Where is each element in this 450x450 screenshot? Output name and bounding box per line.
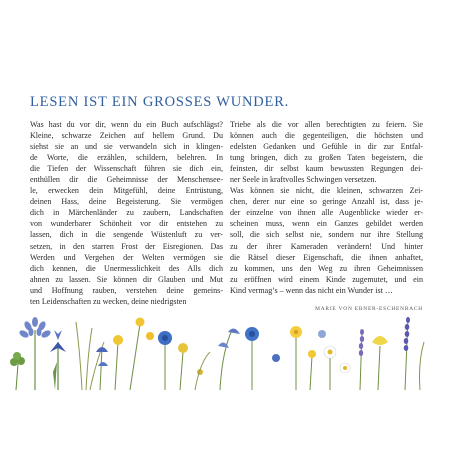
text-line: chen, derer nur eine so geringe Anzahl ist, dass je- bbox=[230, 197, 423, 207]
text-line: Was hast du vor dir, wenn du ein Buch aufschlägst? bbox=[30, 120, 223, 129]
text-line: dich in Märchenländer zu zaubern, Landschaften bbox=[30, 208, 223, 218]
flower-illustration bbox=[0, 312, 450, 392]
text-line: Kind vermag’s – wenn das nicht ein Wunder ist … bbox=[230, 285, 393, 295]
grass-icon bbox=[76, 322, 104, 390]
lavender-icon bbox=[359, 329, 364, 390]
agapanthus-icon bbox=[18, 317, 52, 390]
yellow-flower-icon bbox=[372, 336, 388, 390]
text-column-right bbox=[230, 119, 423, 296]
text-line: ner Seele in kraftvolles Schwingen versetzen. bbox=[230, 175, 377, 185]
text-line: enthüllen dir die Geheimnisse der Menschensee- bbox=[30, 175, 223, 185]
text-line: de Worte, die erzählen, schildern, belehren. In bbox=[30, 153, 223, 163]
text-line: zu kommen, uns den Weg zu ihren Geheimnissen bbox=[230, 263, 423, 273]
buttercup-icon bbox=[113, 318, 154, 391]
paragraph-left bbox=[30, 119, 223, 307]
text-line: ahnen zu lassen. Sie können dir Glauben und Mut bbox=[30, 274, 223, 284]
text-line: ten Leidenschaften zu wecken, deine niedrigsten bbox=[30, 296, 187, 306]
text-line: siehst sie an und sie verwandeln sich in klingen- bbox=[30, 142, 223, 152]
lavender-icon bbox=[404, 317, 424, 390]
bellflower-icon bbox=[96, 347, 108, 390]
author-signature: MARIE VON EBNER-ESCHENBACH bbox=[315, 306, 423, 312]
text-column-left bbox=[30, 119, 223, 307]
cornflower-icon bbox=[158, 331, 172, 390]
text-line: tung bringen, dich zu großen Taten begeistern, die bbox=[230, 153, 423, 163]
pansy-icon bbox=[178, 343, 210, 390]
text-line: Kleine, schwarze Zeichen auf hellem Grund. Du bbox=[30, 131, 223, 141]
text-line: Was können sie nicht, die kleinen, schwarzen Zei- bbox=[230, 186, 423, 196]
harebell-icon bbox=[218, 328, 240, 390]
text-line: setzen, in den starren Frost der Eisregionen. Das bbox=[30, 241, 223, 251]
text-line: soll, die sich selbst nie, sondern nur ihre Stellung bbox=[230, 230, 423, 240]
text-line: edelsten Gedanken und Gefühle in dir zur Entfal- bbox=[230, 142, 423, 152]
text-line: der einzelne von ihnen alle Augenblicke wieder er- bbox=[230, 208, 423, 218]
text-line: von wunderbarer Schönheit vor dir entstehen zu bbox=[30, 219, 223, 229]
cornflower-icon bbox=[245, 327, 280, 390]
text-line: und Hoffnung rauben, verstehen deine gemeins- bbox=[30, 285, 223, 295]
text-line: lassen, dich in die sengende Wüstenluft zu ver- bbox=[30, 230, 223, 240]
text-line: scheinen muss, wenn ein Ganzes gebildet werden bbox=[230, 219, 423, 229]
text-line: Werden und Vergehen der Welten vermögen sie bbox=[30, 252, 223, 262]
text-line: Triebe als die vor allen berechtigten zu feiern. Sie bbox=[230, 120, 423, 129]
primrose-icon bbox=[290, 326, 316, 390]
paragraph-right bbox=[230, 119, 423, 296]
text-line: die Tiefen der Wissenschaft führen sie dich ein, bbox=[30, 164, 223, 174]
iris-icon bbox=[50, 330, 66, 390]
text-line: die Rätsel dieser Eigenschaft, die ihnen anhaftet, bbox=[230, 252, 423, 262]
text-line: le, erwecken dein Mitgefühl, deine Entrüstung, bbox=[30, 186, 223, 196]
text-line: deinen Hass, deine Begeisterung. Sie vermögen bbox=[30, 197, 223, 207]
text-line: dich kennen, die Unermesslichkeit des Alls dich bbox=[30, 263, 223, 273]
clover-icon bbox=[10, 352, 25, 390]
text-line: feinsten, dir selbst kaum bewussten Regungen dei- bbox=[230, 164, 423, 174]
chamomile-icon bbox=[318, 330, 350, 390]
page-heading: LESEN IST EIN GROSSES WUNDER. bbox=[30, 94, 290, 110]
text-line: zu der ihrer Kameraden verändern! Und hinter bbox=[230, 241, 423, 251]
text-line: können auch die gegenteiligen, die höchsten und bbox=[230, 131, 423, 141]
text-line: zu eröffnen wird einem Kinde zugemutet, und ein bbox=[230, 274, 423, 284]
